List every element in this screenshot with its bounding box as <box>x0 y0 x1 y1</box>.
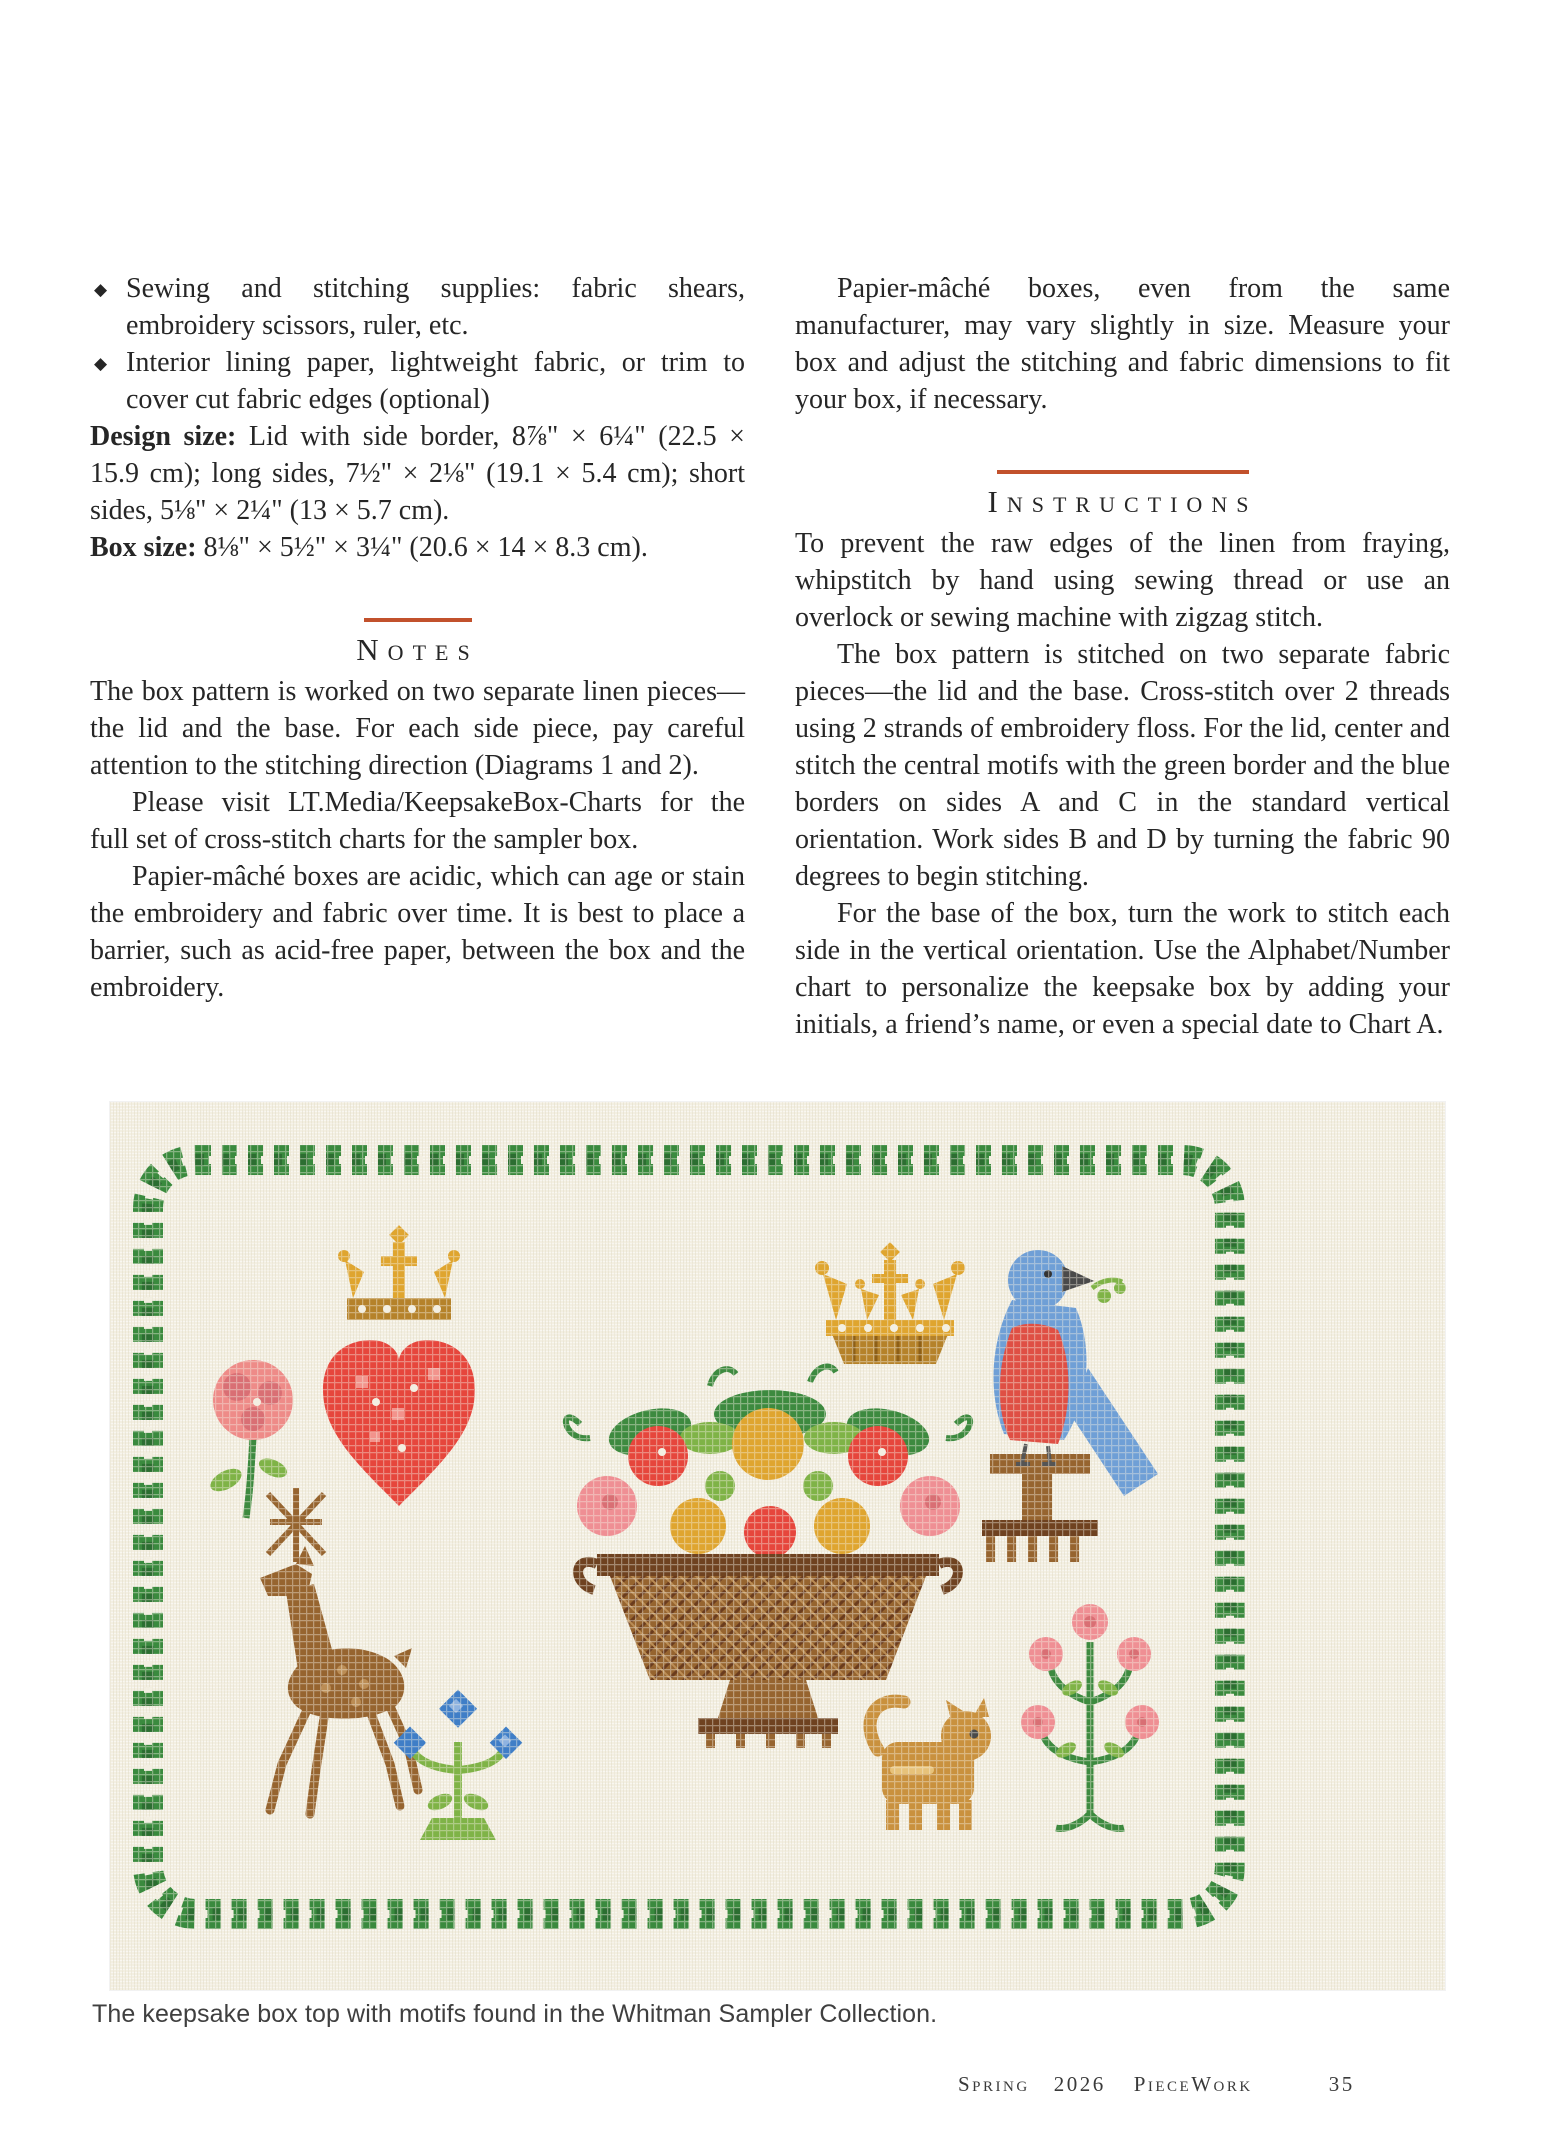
box-size-value: 8⅛" × 5½" × 3¼" (20.6 × 14 × 8.3 cm). <box>196 532 648 563</box>
keepsake-box-sampler-photo <box>110 1102 1445 1990</box>
notes-section-head <box>90 618 745 669</box>
bullet-text: Sewing and stitching supplies: fabric shears, embroidery scissors, ruler, etc. <box>126 273 745 341</box>
instructions-section-head <box>795 470 1450 521</box>
photo-caption: The keepsake box top with motifs found in the Whitman Sampler Collection. <box>92 2000 938 2028</box>
footer-season: Spring <box>958 2072 1030 2096</box>
cross-stitch-sampler-art <box>110 1102 1445 1990</box>
diamond-bullet-icon: ◆ <box>94 354 108 373</box>
instructions-heading: Instructions <box>987 484 1258 519</box>
footer-year: 2026 <box>1053 2072 1106 2096</box>
box-size-paragraph <box>90 529 745 566</box>
design-size-value: Lid with side border, 8⅞" × 6¼" (22.5 × 15.9 cm); long sides, 7½" × 2⅛" (19.1 × 5.4 cm); short sides, 5⅛" × 2¼" (13 × 5.7 cm). <box>90 421 745 526</box>
box-size-label: Box size: <box>90 532 197 563</box>
footer-page-number: 35 <box>1328 2072 1355 2096</box>
notes-paragraph: The box pattern is worked on two separate linen pieces—the lid and the base. For each side piece, pay careful attention to the stitching direction (Diagrams 1 and 2). <box>90 676 745 781</box>
design-size-paragraph <box>90 418 745 529</box>
instructions-rule <box>997 470 1249 474</box>
diamond-bullet-icon: ◆ <box>94 280 108 299</box>
notes-paragraph: Papier-mâché boxes are acidic, which can age or stain the embroidery and fabric over time. It is best to place a barrier, such as acid-free paper, between the box and the embroidery. <box>90 861 745 1003</box>
design-size-label: Design size: <box>90 421 237 452</box>
left-text-column <box>90 270 745 1006</box>
stitch-texture-overlay <box>110 1102 1445 1990</box>
notes-rule <box>364 618 472 622</box>
materials-bullet-item <box>90 270 745 344</box>
right-text-column <box>795 270 1450 1043</box>
materials-bullet-item <box>90 344 745 418</box>
instructions-paragraph: For the base of the box, turn the work to stitch each side in the vertical orientation. Use the Alphabet/Number chart to personalize the keepsake box by adding your initials, a friend’s name, or even a special date to Chart A. <box>795 898 1450 1040</box>
footer-magazine-name: PieceWork <box>1133 2072 1253 2096</box>
notes-paragraph: Please visit LT.Media/KeepsakeBox-Charts for the full set of cross-stitch charts for the sampler box. <box>90 787 745 855</box>
page-footer <box>958 2072 1355 2097</box>
bullet-text: Interior lining paper, lightweight fabric, or trim to cover cut fabric edges (optional) <box>126 347 745 415</box>
instructions-paragraph: To prevent the raw edges of the linen from fraying, whipstitch by hand using sewing thread or use an overlock or sewing machine with zigzag stitch. <box>795 528 1450 633</box>
intro-paragraph: Papier-mâché boxes, even from the same manufacturer, may vary slightly in size. Measure your box and adjust the stitching and fabric dimensions to fit your box, if necessary. <box>795 273 1450 415</box>
notes-heading: Notes <box>356 632 479 667</box>
instructions-paragraph: The box pattern is stitched on two separate fabric pieces—the lid and the base. Cross-stitch over 2 threads using 2 strands of embroidery floss. For the lid, center and stitch the central motifs with the green border and the blue borders on sides A and C in the standard vertical orientation. Work sides B and D by turning the fabric 90 degrees to begin stitching. <box>795 639 1450 892</box>
